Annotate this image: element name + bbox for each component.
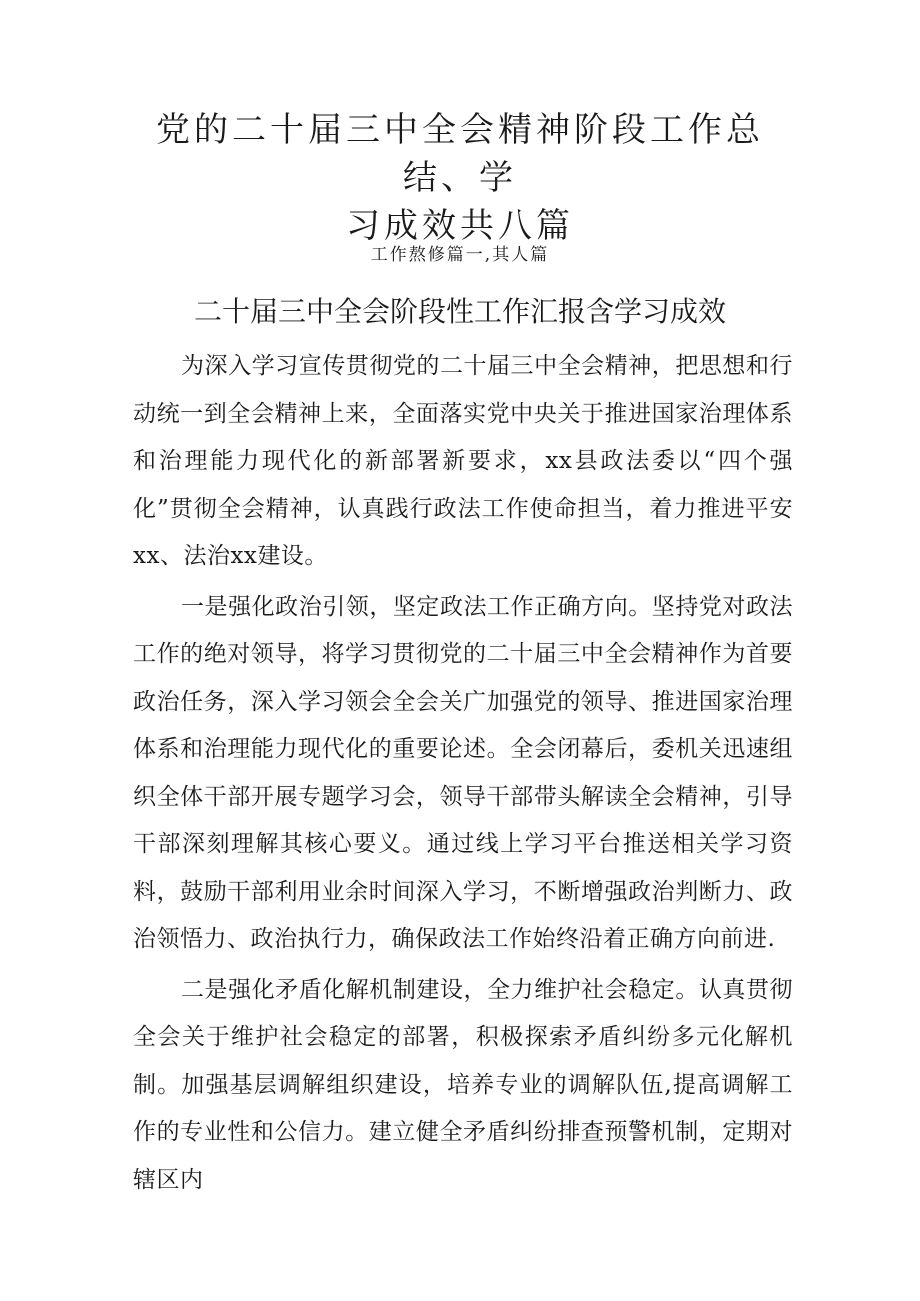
document-title — [130, 106, 790, 250]
document-body — [133, 343, 793, 1207]
section-heading: 二十届三中全会阶段性工作汇报含学习成效 — [193, 295, 726, 328]
body-paragraph-political-guidance: 一是强化政治引领，坚定政法工作正确方向。坚持党对政法工作的绝对领导，将学习贯彻党的二十届三中全会精神作为首要政治任务，深入学习领会全会关广加强党的领导、推进国家治理体系和治理能力现代化的重要论述。全会闭幕后，委机关迅速组织全体干部开展专题学习会，领导干部带头解读全会精神，引导干部深刻理解其核心要义。通过线上学习平台推送相关学习资料，鼓励干部利用业余时间深入学习，不断增强政治判断力、政治领悟力、政治执行力，确保政法工作始终沿着正确方向前进. — [133, 593, 793, 952]
document-title-line-1: 党的二十届三中全会精神阶段工作总结、学 — [156, 110, 764, 198]
document-title-line-2: 习成效共八篇 — [346, 206, 574, 246]
document-subtitle: 工作熬修篇一,其人篇 — [370, 245, 550, 265]
body-paragraph-conflict-resolution: 二是强化矛盾化解机制建设，全力维护社会稳定。认真贯彻全会关于维护社会稳定的部署，积极探索矛盾纠纷多元化解机制。加强基层调解组织建设，培养专业的调解队伍,提高调解工作的专业性和公信力。建立健全矛盾纠纷排查预警机制，定期对辖区内 — [133, 976, 793, 1193]
body-paragraph-intro: 为深入学习宣传贯彻党的二十届三中全会精神，把思想和行动统一到全会精神上来，全面落实党中央关于推进国家治理体系和治理能力现代化的新部署新要求，xx县政法委以“四个强化”贯彻全会精神，认真践行政法工作使命担当，着力推进平安xx、法治xx建设。 — [133, 353, 793, 569]
